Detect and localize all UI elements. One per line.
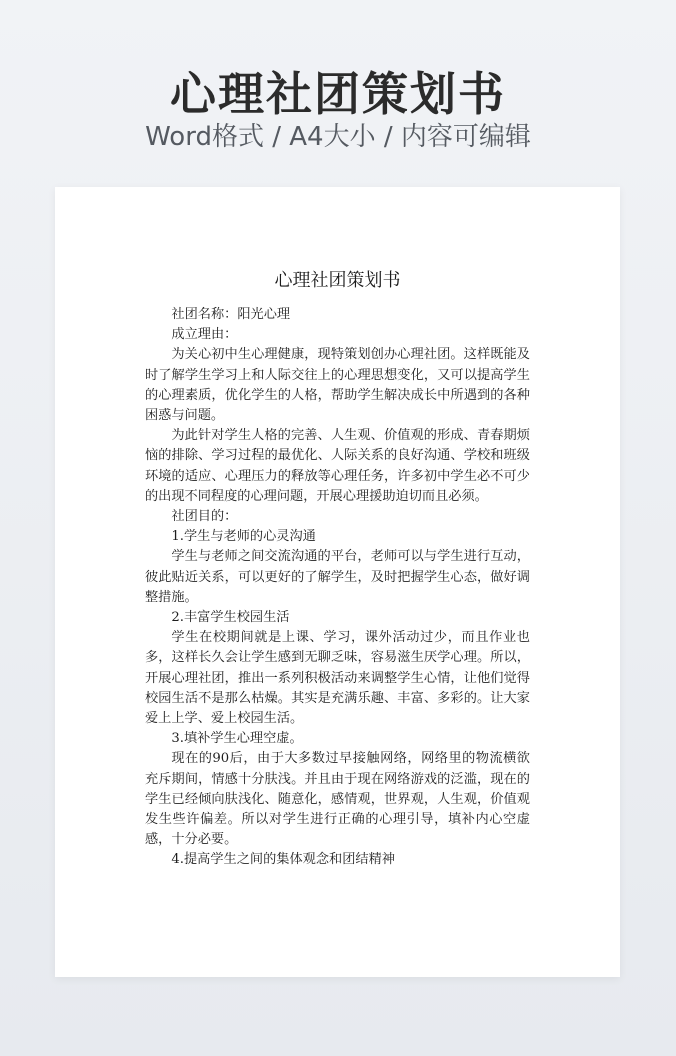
page-subtitle: Word格式 / A4大小 / 内容可编辑 [145, 122, 531, 152]
section-heading: 2.丰富学生校园生活 [171, 610, 290, 626]
reason-heading: 成立理由： [171, 327, 238, 343]
document-title: 心理社团策划书 [274, 270, 401, 291]
paragraph: 为关心初中生心理健康，现特策划创办心理社团。这样既能及时了解学生学习上和人际交往上的心理思想变化，又可以提高学生的心理素质，优化学生的人格，帮助学生解决成长中所遇到的各种困惑与问题。 [145, 347, 530, 424]
purpose-heading: 社团目的： [171, 509, 238, 525]
section-heading: 3.填补学生心理空虚。 [171, 731, 303, 747]
page-title: 心理社团策划书 [170, 67, 506, 121]
document-page [55, 187, 620, 977]
section-heading: 1.学生与老师的心灵沟通 [171, 529, 316, 545]
club-name-line: 社团名称：阳光心理 [171, 307, 291, 322]
paragraph: 学生与老师之间交流沟通的平台，老师可以与学生进行互动，彼此贴近关系，可以更好的了解学生，及时把握学生心态，做好调整措施。 [145, 549, 530, 605]
paragraph: 现在的90后，由于大多数过早接触网络，网络里的物流横欲充斥期间，情感十分肤浅。并且由于现在网络游戏的泛滥，现在的学生已经倾向肤浅化、随意化，感情观，世界观，人生观，价值观发生些许偏差。所以对学生进行正确的心理引导，填补内心空虚感，十分必要。 [145, 751, 530, 848]
section-heading: 4.提高学生之间的集体观念和团结精神 [171, 852, 395, 868]
document-body [145, 305, 530, 871]
paragraph: 为此针对学生人格的完善、人生观、价值观的形成、青春期烦恼的排除、学习过程的最优化、人际关系的良好沟通、学校和班级环境的适应、心理压力的释放等心理任务，许多初中学生必不可少的出现不同程度的心理问题，开展心理援助迫切而且必须。 [145, 428, 530, 504]
paragraph: 学生在校期间就是上课、学习，课外活动过少，而且作业也多，这样长久会让学生感到无聊乏味，容易滋生厌学心理。所以，开展心理社团，推出一系列积极活动来调整学生心情，让他们觉得校园生活不是那么枯燥。其实是充满乐趣、丰富、多彩的。让大家爱上上学、爱上校园生活。 [145, 630, 530, 727]
